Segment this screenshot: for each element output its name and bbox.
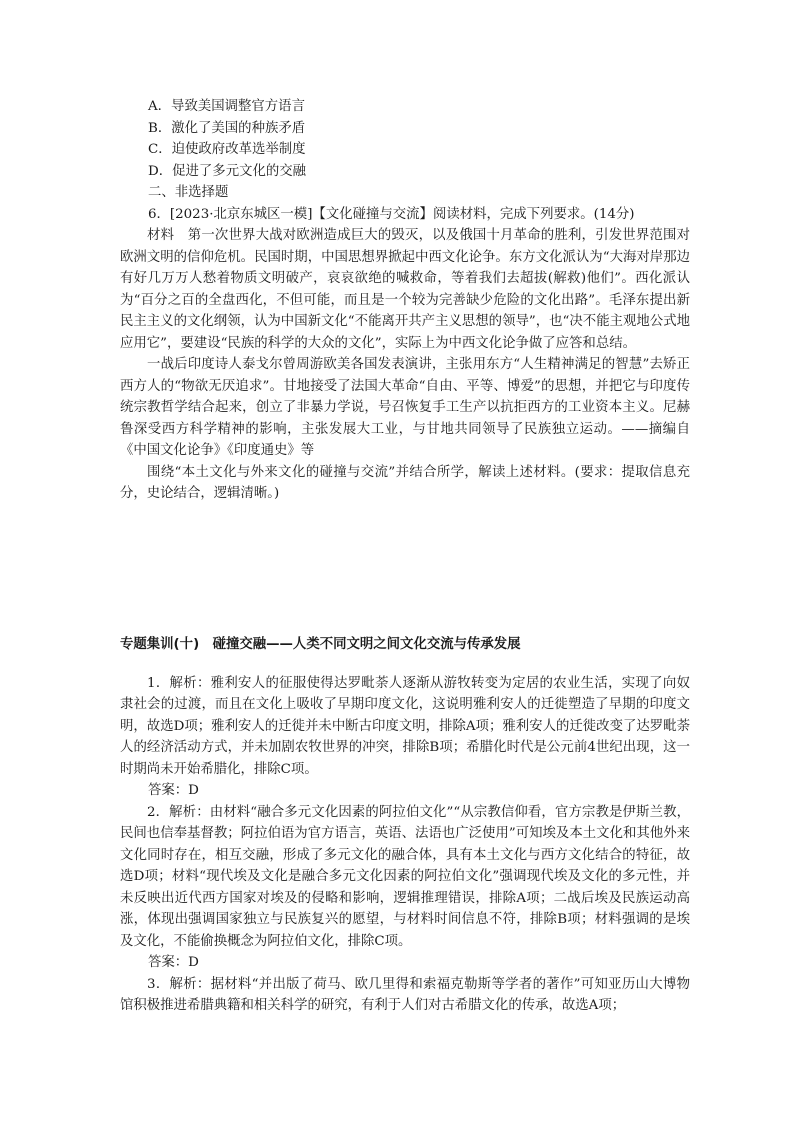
option-b: B．激化了美国的种族矛盾 bbox=[148, 120, 306, 136]
material-paragraph-1: 材料 第一次世界大战对欧洲造成巨大的毁灭，以及俄国十月革命的胜利，引发世界范围对欧洲文明的信仰危机。民国时期，中国思想界掀起中西文化论争。东方文化派认为“大海对岸那边有好几万万人愁着物质文明破产，哀哀欲绝的喊救命，等着我们去超拔(解救)他们”。西化派认为“百分之百的全盘西化，不但可能，而且是一个较为完善缺少危险的文化出路”。毛泽东提出新民主主义的文化纲领，认为中国新文化“不能离开共产主义思想的领导”，也“决不能主观地公式地应用它”，要建设“民族的科学的大众的文化”，实际上为中西文化论争做了应答和总结。 bbox=[120, 228, 690, 351]
answer-1-key: 答案：D bbox=[148, 783, 199, 798]
answer-3-analysis: 3．解析：据材料“并出版了荷马、欧几里得和索福克勒斯等学者的著作”可知亚历山大博物馆积极推进希腊典籍和相关科学的研究，有利于人们对古希腊文化的传承，故选A项； bbox=[120, 976, 690, 1013]
material-paragraph-2: 一战后印度诗人泰戈尔曾周游欧美各国发表演讲，主张用东方“人生精神满足的智慧”去矫正西方人的“物欲无厌追求”。甘地接受了法国大革命“自由、平等、博爱”的思想，并把它与印度传统宗教哲学结合起来，创立了非暴力学说，号召恢复手工生产以抗拒西方的工业资本主义。尼赫鲁深受西方科学精神的影响，主张发展大工业，与甘地共同领导了民族独立运动。——摘编自《中国文化论争》《印度通史》等 bbox=[120, 357, 690, 458]
question-6-stem: 6．[2023·北京东城区一模]【文化碰撞与交流】阅读材料，完成下列要求。(14分) bbox=[148, 206, 635, 222]
answers-section-title: 专题集训(十) 碰撞交融——人类不同文明之间文化交流与传承发展 bbox=[120, 636, 521, 652]
section-heading: 二、非选择题 bbox=[148, 185, 229, 200]
option-list bbox=[120, 96, 690, 182]
option-a: A．导致美国调整官方语言 bbox=[148, 99, 305, 114]
option-d: D．促进了多元文化的交融 bbox=[148, 163, 307, 179]
document-page bbox=[120, 96, 690, 1017]
answer-2-key: 答案：D bbox=[148, 955, 199, 970]
answer-1-analysis: 1．解析：雅利安人的征服使得达罗毗荼人逐渐从游牧转变为定居的农业生活，实现了向奴隶社会的过渡，而且在文化上吸收了早期印度文化，这说明雅利安人的迁徙塑造了早期的印度文明，故选D项；雅利安人的迁徙并未中断古印度文明，排除A项；雅利安人的迁徙改变了达罗毗荼人的经济活动方式，并未加剧农牧世界的冲突，排除B项；希腊化时代是公元前4世纪出现，这一时期尚未开始希腊化，排除C项。 bbox=[120, 675, 690, 777]
answer-2-analysis: 2．解析：由材料“融合多元文化因素的阿拉伯文化”“从宗教信仰看，官方宗教是伊斯兰教，民间也信奉基督教；阿拉伯语为官方语言，英语、法语也广泛使用”可知埃及本土文化和其他外来文化同时存在，相互交融，形成了多元文化的融合体，具有本土文化与西方文化结合的特征，故选D项；材料“现代埃及文化是融合多元文化因素的阿拉伯文化”强调现代埃及文化的多元性，并未反映出近代西方国家对埃及的侵略和影响，逻辑推理错误，排除A项；二战后埃及民族运动高涨，体现出强调国家独立与民族复兴的愿望，与材料时间信息不符，排除B项；材料强调的是埃及文化，不能偷换概念为阿拉伯文化，排除C项。 bbox=[120, 804, 690, 949]
option-c: C．迫使政府改革选举制度 bbox=[148, 142, 306, 157]
question-requirement: 围绕“本土文化与外来文化的碰撞与交流”并结合所学，解读上述材料。(要求：提取信息充分，史论结合，逻辑清晰。) bbox=[120, 464, 690, 501]
